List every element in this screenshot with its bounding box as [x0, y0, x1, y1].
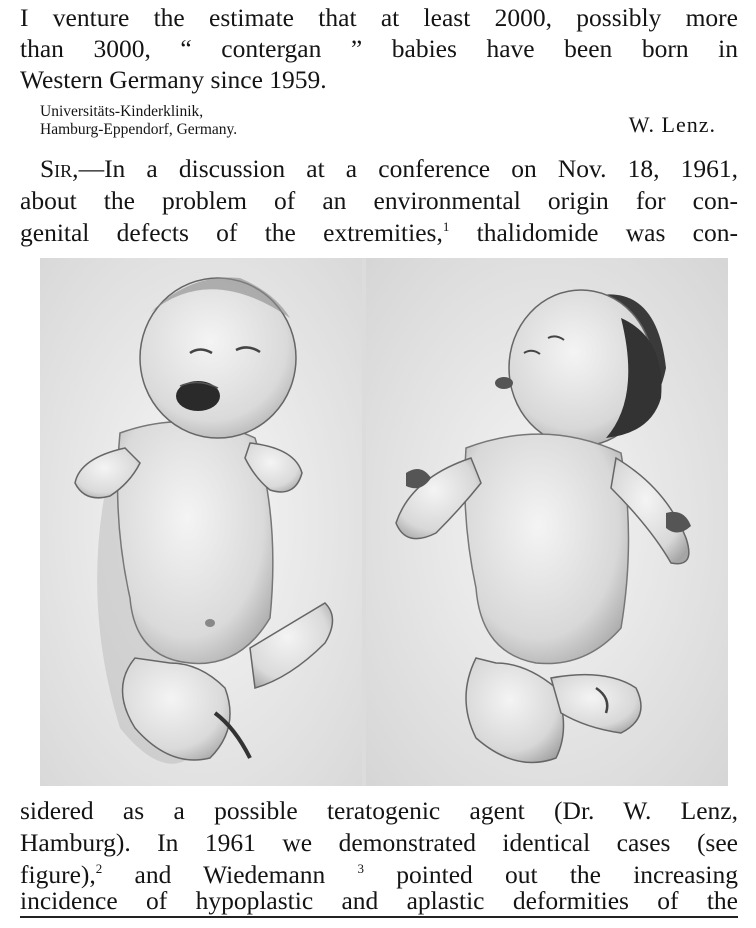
author-signature: W. Lenz. — [628, 112, 716, 137]
reference-1: 1 — [442, 219, 450, 234]
para3-line-2: Hamburg). In 1961 we demonstrated identical cases (see — [20, 828, 738, 857]
right-infant-illustration — [366, 258, 728, 786]
left-infant-illustration — [40, 258, 362, 786]
para3-line-1: sidered as a possible teratogenic agent (Dr. W. Lenz, — [20, 796, 738, 825]
right-infant-photo — [366, 258, 728, 786]
para2-line-3 — [20, 218, 738, 248]
para2-line-3-text-b: thalidomide was con- — [449, 218, 738, 247]
para3-line-3-text-a: figure), — [20, 860, 96, 889]
para2-line-1 — [40, 154, 738, 184]
para1-line-3: Western Germany since 1959. — [20, 65, 327, 94]
reference-3: 3 — [357, 861, 365, 876]
para2-line-1-text: —In a discussion at a conference on Nov. 18, 1961, — [78, 154, 738, 183]
affiliation-line-1: Universitäts-Kinderklinik, — [40, 103, 204, 120]
left-infant-photo — [40, 258, 362, 786]
para2-line-2: about the problem of an environmental origin for con- — [20, 186, 738, 215]
para3-line-3-text-b: and Wiedemann — [102, 860, 326, 889]
salutation: Sir, — [40, 154, 79, 183]
para3-line-4: incidence of hypoplastic and aplastic deformities of the — [20, 886, 738, 915]
para1-line-1: I venture the estimate that at least 2000, possibly more — [20, 3, 738, 32]
para1-line-2: than 3000, “ contergan ” babies have been born in — [20, 34, 738, 63]
figure-photographs — [40, 258, 728, 786]
bottom-rule — [20, 916, 738, 918]
para2-line-3-text-a: genital defects of the extremities, — [20, 218, 443, 247]
reference-2: 2 — [95, 861, 103, 876]
para3-line-3-text-c: pointed out the increasing — [364, 860, 739, 889]
affiliation-line-2: Hamburg-Eppendorf, Germany. — [40, 121, 238, 138]
